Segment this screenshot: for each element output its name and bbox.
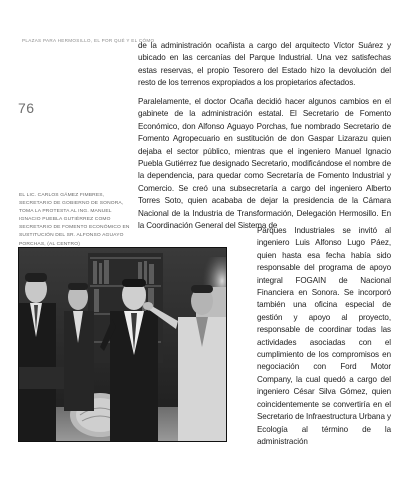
- body-paragraph-2: Paralelamente, el doctor Ocaña decidió hacer algunos cambios en el gabinete de la administración estatal. El Secretario de Fomento Económico, don Alfonso Aguayo Porchas, fue nombrado Secretario de Fomento Agropecuario en sustitución de don Gaspar Lizarazu quien dejaba el sector público, mientras que el ingeniero Manuel Ignacio Puebla Gutiérrez fue designado Secretario, modificándose el nombre de la dependencia, para quedar como Secretaría de Fomento Industrial y Comercio. Se creó una subsecretaría a cargo del ingeniero Alberto Torres Soto, quien acababa de dejar la presidencia de la Cámara Nacional de la Industria de Transformación, Delegación Hermosillo. En la Coordinación General del Sistema de: [138, 97, 391, 231]
- photo-caption: EL LIC. CARLOS GÁMEZ FIMBRES, SECRETARIO DE GOBIERNO DE SONORA, TOMA LA PROTESTA AL ING. MANUEL IGNACIO PUEBLA GUTIÉRREZ COMO SECRETARIO DE FOMENTO ECONÓMICO EN SUSTITUCIÓN DEL SR. ALFONSO AGUAYO PORCHAS, (AL CENTRO): [19, 193, 130, 247]
- body-paragraph-1: de la administración ocañista a cargo del arquitecto Víctor Suárez y ubicado en las cercanías del Parque Industrial. Una vez satisfechas estas reservas, el propio Tesorero del Estado hizo la devolución del resto de los terrenos expropiados a los propietarios afectados.: [138, 41, 391, 88]
- swearing-in-photo: [18, 247, 227, 442]
- photo-illustration: [18, 247, 227, 442]
- running-header: PLAZAS PARA HERMOSILLO, EL POR QUÉ Y EL CÓMO: [22, 38, 155, 43]
- body-paragraph-3: Parques Industriales se invitó al ingeniero Luis Alfonso Lugo Páez, quien hasta esa fecha había sido responsable del programa de apoyo integral FOGAIN de Nacional Financiera en Sonora. Se incorporó también una oficina especial de gestión y apoyo al proyecto, responsable de coordinar todas las actividades asociadas con el cumplimiento de los compromisos en negociación con Ford Motor Company, la cual quedó a cargo del ingeniero César Silva Gómez, quien coincidentemente se convertiría en el Secretario de Infraestructura Urbana y Ecología al término de la administración: [257, 226, 391, 446]
- page-number: 76: [18, 100, 35, 116]
